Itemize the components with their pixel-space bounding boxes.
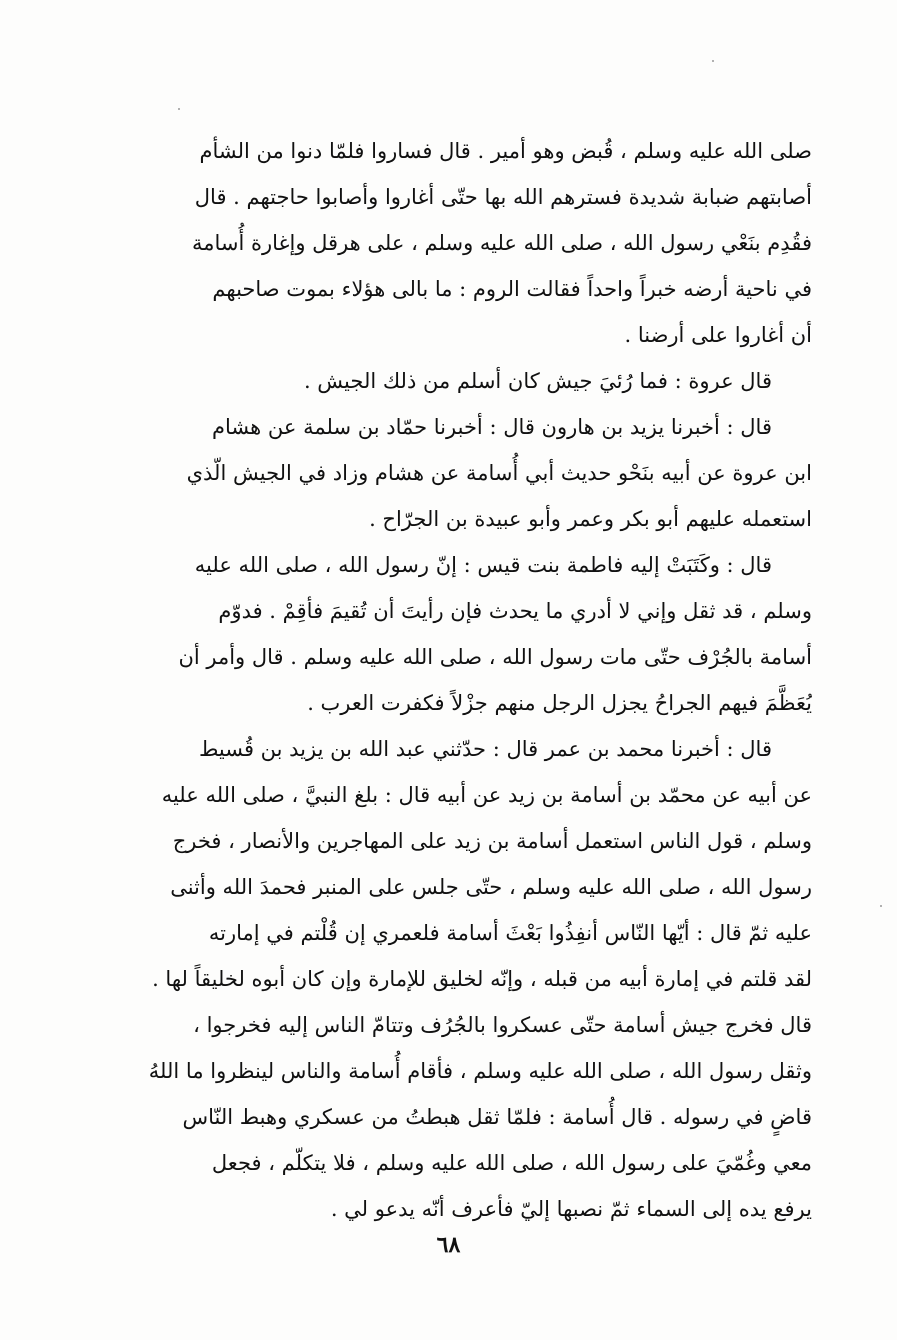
scan-speck bbox=[178, 108, 180, 110]
text-line: عن أبيه عن محمّد بن أسامة بن زيد عن أبيه قال : بلغ النبيَّ ، صلى الله عليه bbox=[161, 783, 812, 807]
text-line: استعمله عليهم أبو بكر وعمر وأبو عبيدة بن الجرّاح . bbox=[369, 507, 812, 531]
text-line: يُعَظَّمَ فيهم الجراحُ يجزل الرجل منهم جزْلاً فكفرت العرب . bbox=[307, 691, 812, 715]
text-line: أن أغاروا على أرضنا . bbox=[624, 323, 812, 347]
text-line: يرفع يده إلى السماء ثمّ نصبها إليّ فأعرف أنّه يدعو لي . bbox=[330, 1197, 812, 1221]
text-line: قال : أخبرنا يزيد بن هارون قال : أخبرنا حمّاد بن سلمة عن هشام bbox=[212, 415, 772, 439]
text-line: وثقل رسول الله ، صلى الله عليه وسلم ، فأقام أُسامة والناس لينظروا ما اللهُ bbox=[148, 1059, 812, 1083]
text-line: ابن عروة عن أبيه بنَحْو حديث أبي أُسامة عن هشام وزاد في الجيش الّذي bbox=[186, 461, 812, 485]
text-line: أسامة بالجُرْف حتّى مات رسول الله ، صلى الله عليه وسلم . قال وأمر أن bbox=[178, 645, 812, 669]
text-line: قال فخرج جيش أسامة حتّى عسكروا بالجُرُف وتتامّ الناس إليه فخرجوا ، bbox=[193, 1013, 812, 1037]
text-line: معي وغُمّيَ على رسول الله ، صلى الله عليه وسلم ، فلا يتكلّم ، فجعل bbox=[211, 1151, 812, 1175]
text-line: لقد قلتم في إمارة أبيه من قبله ، وإنّه لخليق للإمارة وإن كان أبوه لخليقاً لها . bbox=[152, 967, 812, 991]
text-line: قال عروة : فما رُئيَ جيش كان أسلم من ذلك الجيش . bbox=[303, 369, 772, 393]
text-line: قال : وكَتَبَتْ إليه فاطمة بنت قيس : إنّ رسول الله ، صلى الله عليه bbox=[194, 553, 772, 577]
text-line: عليه ثمّ قال : أيّها النّاس أنفِذُوا بَعْثَ أسامة فلعمري إن قُلْتم في إمارته bbox=[208, 921, 812, 945]
scan-speck bbox=[880, 905, 882, 907]
text-line: قال : أخبرنا محمد بن عمر قال : حدّثني عبد الله بن يزيد بن قُسيط bbox=[198, 737, 772, 761]
page-number: ٦٨ bbox=[436, 1232, 461, 1258]
text-line: في ناحية أرضه خبراً واحداً فقالت الروم : ما بالى هؤلاء بموت صاحبهم bbox=[212, 277, 812, 301]
scan-speck bbox=[712, 60, 714, 62]
text-line: وسلم ، قول الناس استعمل أسامة بن زيد على المهاجرين والأنصار ، فخرج bbox=[172, 829, 812, 853]
body-text bbox=[100, 128, 812, 1232]
text-line: وسلم ، قد ثقل وإني لا أدري ما يحدث فإن رأيتَ أن تُقيمَ فأقِمْ . فدوّم bbox=[218, 599, 812, 623]
text-line: رسول الله ، صلى الله عليه وسلم ، حتّى جلس على المنبر فحمدَ الله وأثنى bbox=[170, 875, 812, 899]
text-line: فقُدِم بنَعْي رسول الله ، صلى الله عليه وسلم ، على هرقل وإغارة أُسامة bbox=[191, 231, 812, 255]
text-line: أصابتهم ضبابة شديدة فسترهم الله بها حتّى أغاروا وأصابوا حاجتهم . قال bbox=[194, 185, 812, 209]
text-line: قاضٍ في رسوله . قال أُسامة : فلمّا ثقل هبطتُ من عسكري وهبط النّاس bbox=[182, 1105, 812, 1129]
text-line: صلى الله عليه وسلم ، قُبض وهو أمير . قال فساروا فلمّا دنوا من الشأم bbox=[199, 139, 812, 163]
